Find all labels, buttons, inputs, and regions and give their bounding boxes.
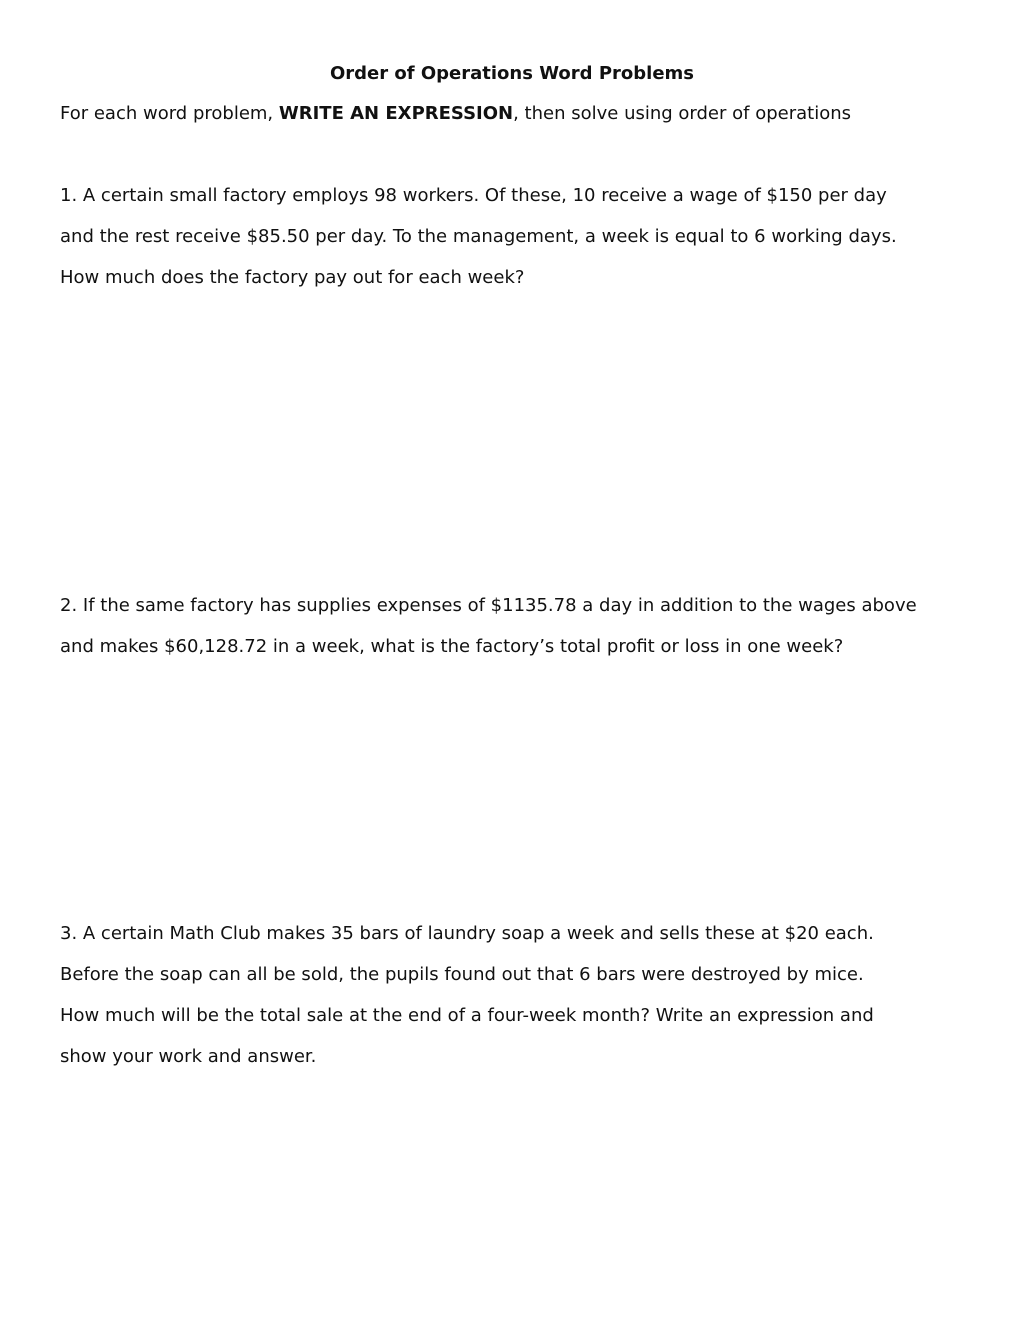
problem-3-line-1: 3. A certain Math Club makes 35 bars of laundry soap a week and sells these at $20 each. (60, 923, 874, 944)
problem-1-line-2: and the rest receive $85.50 per day. To the management, a week is equal to 6 working days. (60, 226, 897, 247)
problem-3-line-3: How much will be the total sale at the end of a four-week month? Write an expression and (60, 1005, 874, 1026)
problem-1-line-3: How much does the factory pay out for each week? (60, 267, 525, 288)
problem-2-line-2: and makes $60,128.72 in a week, what is the factory’s total profit or loss in one week? (60, 636, 844, 657)
problem-2-line-1: 2. If the same factory has supplies expenses of $1135.78 a day in addition to the wages above (60, 595, 917, 616)
problem-3-line-4: show your work and answer. (60, 1046, 317, 1067)
problem-3 (60, 921, 960, 1085)
instructions (60, 101, 851, 127)
problem-3-line-2: Before the soap can all be sold, the pupils found out that 6 bars were destroyed by mice. (60, 964, 864, 985)
instructions-text-before: For each word problem, (60, 103, 279, 124)
instructions-emphasis: WRITE AN EXPRESSION (278, 103, 514, 124)
problem-2 (60, 593, 960, 675)
page-title: Order of Operations Word Problems (329, 63, 694, 84)
instructions-text-after: , then solve using order of operations (513, 103, 851, 124)
problem-1-line-1: 1. A certain small factory employs 98 workers. Of these, 10 receive a wage of $150 per day (60, 185, 887, 206)
problem-1 (60, 183, 960, 306)
